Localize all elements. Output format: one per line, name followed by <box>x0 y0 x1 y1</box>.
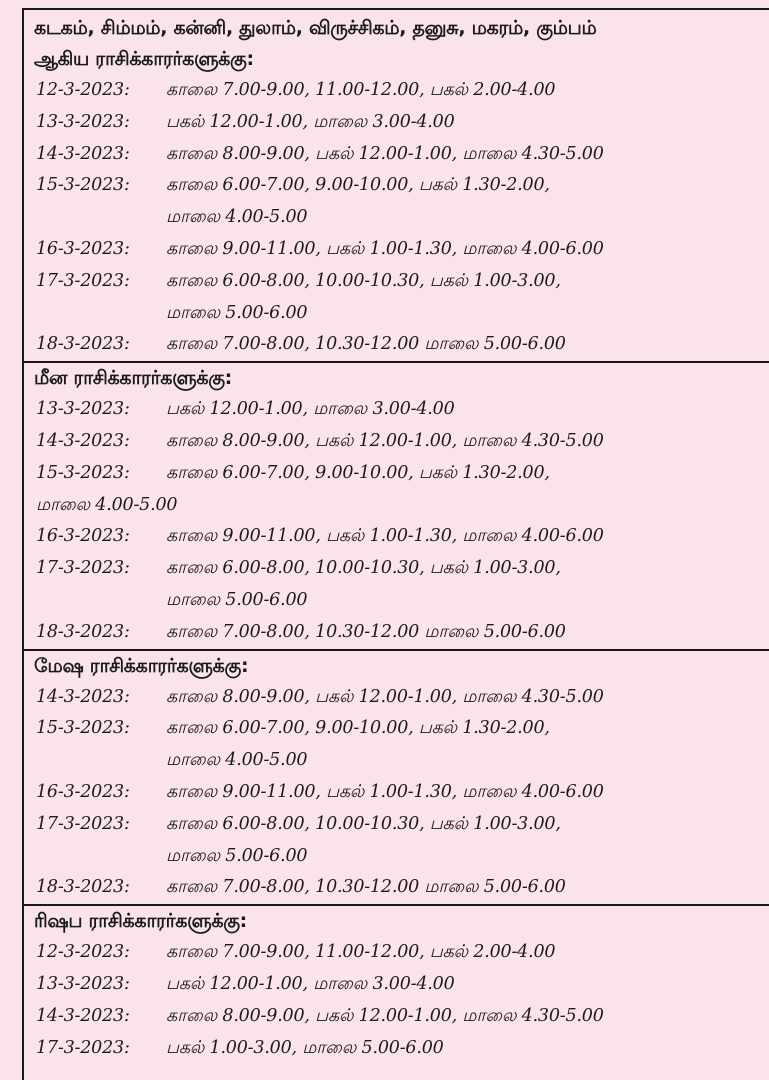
list-item <box>24 298 769 330</box>
list-item <box>24 745 769 777</box>
row-date: 18-3-2023: <box>36 877 130 898</box>
section-kadagam-group <box>24 10 769 363</box>
row-times: காலை 6.00-7.00, 9.00-10.00, பகல் 1.30-2.00, <box>166 718 550 739</box>
list-item <box>24 234 769 266</box>
section-heading: கடகம், சிம்மம், கன்னி, துலாம், விருச்சிகம், தனுசு, மகரம், கும்பம் <box>34 17 597 39</box>
row-times: காலை 9.00-11.00, பகல் 1.00-1.30, மாலை 4.00-6.00 <box>166 781 604 802</box>
row-times: காலை 7.00-8.00, 10.30-12.00 மாலை 5.00-6.00 <box>166 621 566 642</box>
row-times: காலை 6.00-7.00, 9.00-10.00, பகல் 1.30-2.00, <box>166 462 550 483</box>
row-times: மாலை 5.00-6.00 <box>166 302 308 323</box>
list-item <box>24 329 769 361</box>
row-date: 14-3-2023: <box>36 686 130 707</box>
list-item <box>24 490 769 522</box>
row-times: காலை 7.00-8.00, 10.30-12.00 மாலை 5.00-6.00 <box>166 877 566 898</box>
row-times: மாலை 4.00-5.00 <box>166 750 308 771</box>
row-date: 13-3-2023: <box>36 111 130 132</box>
list-item <box>24 107 769 139</box>
row-times: காலை 6.00-8.00, 10.00-10.30, பகல் 1.00-3.00, <box>166 558 561 579</box>
list-item <box>24 841 769 873</box>
row-date: 12-3-2023: <box>36 80 130 100</box>
row-date: 18-3-2023: <box>36 334 130 355</box>
row-times: காலை 8.00-9.00, பகல் 12.00-1.00, மாலை 4.30-5.00 <box>166 1005 604 1026</box>
list-item <box>24 521 769 553</box>
row-times: காலை 6.00-8.00, 10.00-10.30, பகல் 1.00-3.00, <box>166 813 561 834</box>
row-times: காலை 8.00-9.00, பகல் 12.00-1.00, மாலை 4.30-5.00 <box>166 686 604 707</box>
list-item <box>24 266 769 298</box>
list-item <box>24 617 769 649</box>
list-item <box>24 585 769 617</box>
row-times: மாலை 4.00-5.00 <box>36 494 178 515</box>
list-item <box>24 1001 769 1033</box>
row-times: காலை 7.00-9.00, 11.00-12.00, பகல் 2.00-4.00 <box>166 942 556 963</box>
row-times: பகல் 12.00-1.00, மாலை 3.00-4.00 <box>166 973 455 994</box>
list-item <box>24 682 769 714</box>
list-item <box>24 202 769 234</box>
section-heading-line2: ஆகிய ராசிக்காரர்களுக்கு: <box>34 48 254 70</box>
list-item <box>24 394 769 426</box>
row-times: காலை 9.00-11.00, பகல் 1.00-1.30, மாலை 4.00-6.00 <box>166 526 604 547</box>
row-date: 17-3-2023: <box>36 1037 130 1058</box>
row-times: மாலை 5.00-6.00 <box>166 845 308 866</box>
list-item <box>24 969 769 1001</box>
row-date: 12-3-2023: <box>36 942 130 963</box>
list-item <box>24 872 769 904</box>
list-item <box>24 553 769 585</box>
list-item <box>24 75 769 107</box>
section-heading: மேஷ ராசிக்காரர்களுக்கு: <box>34 654 249 677</box>
row-times: மாலை 4.00-5.00 <box>166 207 308 228</box>
row-date: 15-3-2023: <box>36 462 130 483</box>
row-date: 18-3-2023: <box>36 621 130 642</box>
list-item <box>24 937 769 969</box>
section-heading: ரிஷப ராசிக்காரர்களுக்கு: <box>34 910 247 933</box>
row-date: 14-3-2023: <box>36 143 130 164</box>
section-meena <box>24 363 769 650</box>
list-item <box>24 170 769 202</box>
list-item <box>24 809 769 841</box>
row-date: 16-3-2023: <box>36 781 130 802</box>
list-item <box>24 426 769 458</box>
row-times: மாலை 5.00-6.00 <box>166 589 308 610</box>
list-item <box>24 1033 769 1065</box>
row-date: 13-3-2023: <box>36 399 130 420</box>
row-times: காலை 9.00-11.00, பகல் 1.00-1.30, மாலை 4.00-6.00 <box>166 238 604 259</box>
row-date: 17-3-2023: <box>36 813 130 834</box>
row-times: காலை 8.00-9.00, பகல் 12.00-1.00, மாலை 4.30-5.00 <box>166 143 604 164</box>
row-times: காலை 7.00-9.00, 11.00-12.00, பகல் 2.00-4.00 <box>166 80 556 100</box>
row-times: பகல் 12.00-1.00, மாலை 3.00-4.00 <box>166 111 455 132</box>
row-date: 16-3-2023: <box>36 526 130 547</box>
list-item <box>24 777 769 809</box>
row-date: 13-3-2023: <box>36 973 130 994</box>
row-times: பகல் 1.00-3.00, மாலை 5.00-6.00 <box>166 1037 444 1058</box>
row-date: 14-3-2023: <box>36 1005 130 1026</box>
list-item <box>24 139 769 171</box>
row-times: காலை 6.00-8.00, 10.00-10.30, பகல் 1.00-3.00, <box>166 270 561 291</box>
row-date: 17-3-2023: <box>36 270 130 291</box>
list-item <box>24 458 769 490</box>
row-times: காலை 6.00-7.00, 9.00-10.00, பகல் 1.30-2.00, <box>166 175 550 196</box>
row-date: 15-3-2023: <box>36 718 130 739</box>
section-rishaba <box>24 906 769 1064</box>
row-date: 15-3-2023: <box>36 175 130 196</box>
list-item <box>24 713 769 745</box>
schedule-table <box>22 8 769 1080</box>
section-heading: மீன ராசிக்காரர்களுக்கு: <box>34 367 232 390</box>
row-times: காலை 7.00-8.00, 10.30-12.00 மாலை 5.00-6.00 <box>166 334 566 355</box>
row-times: பகல் 12.00-1.00, மாலை 3.00-4.00 <box>166 399 455 420</box>
row-date: 16-3-2023: <box>36 238 130 259</box>
section-mesha <box>24 651 769 907</box>
row-date: 14-3-2023: <box>36 430 130 451</box>
row-date: 17-3-2023: <box>36 558 130 579</box>
row-times: காலை 8.00-9.00, பகல் 12.00-1.00, மாலை 4.30-5.00 <box>166 430 604 451</box>
